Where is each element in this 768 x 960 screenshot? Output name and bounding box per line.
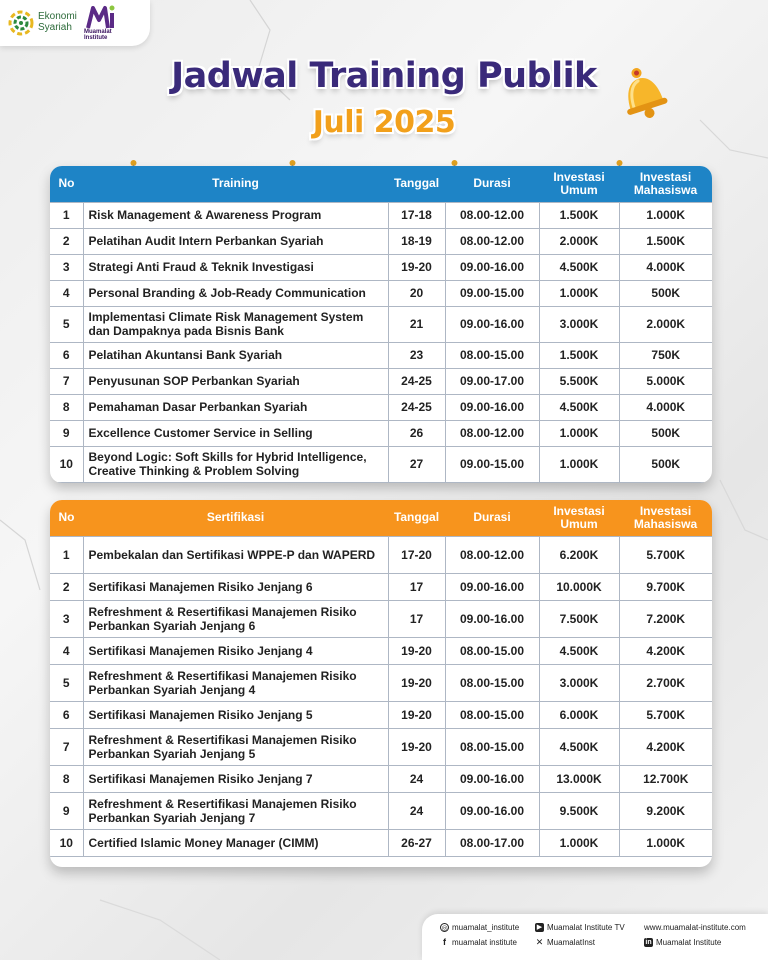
logo-right-line-2: Institute <box>84 35 108 41</box>
footer-facebook-text: muamalat institute <box>452 938 517 947</box>
cell-tanggal: 17 <box>388 573 445 600</box>
cell-tanggal: 20 <box>388 280 445 306</box>
header-text: Investasi <box>639 503 692 518</box>
header-text: Investasi <box>553 169 605 184</box>
cell-training: Pelatihan Akuntansi Bank Syariah <box>83 342 388 368</box>
cell-investasi-mahasiswa: 7.200K <box>619 600 712 637</box>
cell-no: 3 <box>50 600 83 637</box>
footer-instagram[interactable] <box>440 923 519 932</box>
cell-no: 2 <box>50 573 83 600</box>
cell-durasi: 09.00-16.00 <box>445 394 539 420</box>
cell-investasi-mahasiswa: 2.700K <box>619 664 712 701</box>
cell-durasi: 09.00-15.00 <box>445 446 539 482</box>
cell-sertifikasi: Certified Islamic Money Manager (CIMM) <box>83 829 388 856</box>
cell-sertifikasi: Refreshment & Resertifikasi Manajemen Risiko Perbankan Syariah Jenjang 7 <box>83 792 388 829</box>
cell-tanggal: 26-27 <box>388 829 445 856</box>
footer-linkedin-text: Muamalat Institute <box>656 938 722 947</box>
header-text: Mahasiswa <box>633 182 698 197</box>
header-text: Umum <box>560 516 598 531</box>
cell-investasi-mahasiswa: 1.500K <box>619 228 712 254</box>
cell-investasi-mahasiswa: 9.700K <box>619 573 712 600</box>
footer-instagram-text: muamalat_institute <box>452 923 520 932</box>
footer-youtube-text: Muamalat Institute TV <box>547 923 625 932</box>
cell-training: Pemahaman Dasar Perbankan Syariah <box>83 394 388 420</box>
table-row <box>50 792 712 829</box>
cell-durasi: 08.00-15.00 <box>445 701 539 728</box>
table-row <box>50 765 712 792</box>
cell-no: 6 <box>50 701 83 728</box>
ekonomi-syariah-logo-text <box>38 11 77 33</box>
cell-investasi-mahasiswa: 5.700K <box>619 701 712 728</box>
cell-investasi-mahasiswa: 500K <box>619 420 712 446</box>
cell-no: 6 <box>50 342 83 368</box>
cell-no: 10 <box>50 446 83 482</box>
table-row <box>50 342 712 368</box>
table-row <box>50 701 712 728</box>
cell-tanggal: 24 <box>388 792 445 829</box>
sertifikasi-table-card <box>50 500 712 867</box>
col-header-sertifikasi: Sertifikasi <box>83 500 388 536</box>
col-header-no: No <box>50 500 83 536</box>
logo-left-line-2: Syariah <box>38 22 72 33</box>
page-subtitle: Juli 2025 <box>312 105 456 140</box>
cell-training: Excellence Customer Service in Selling <box>83 420 388 446</box>
col-header-investasi-umum <box>539 500 619 536</box>
col-header-investasi-mahasiswa <box>619 166 712 202</box>
cell-durasi: 09.00-16.00 <box>445 254 539 280</box>
col-header-no: No <box>50 166 83 202</box>
cell-durasi: 09.00-16.00 <box>445 765 539 792</box>
cell-durasi: 08.00-12.00 <box>445 228 539 254</box>
table-row <box>50 573 712 600</box>
cell-durasi: 09.00-15.00 <box>445 280 539 306</box>
cell-investasi-mahasiswa: 750K <box>619 342 712 368</box>
cell-no: 4 <box>50 637 83 664</box>
cell-investasi-mahasiswa: 12.700K <box>619 765 712 792</box>
cell-tanggal: 19-20 <box>388 254 445 280</box>
col-header-investasi-umum <box>539 166 619 202</box>
table-row <box>50 637 712 664</box>
col-header-tanggal: Tanggal <box>388 166 445 202</box>
linkedin-icon: in <box>645 939 652 946</box>
cell-tanggal: 17 <box>388 600 445 637</box>
cell-training: Beyond Logic: Soft Skills for Hybrid Intelligence, Creative Thinking & Problem Solving <box>83 446 388 482</box>
cell-tanggal: 24 <box>388 765 445 792</box>
header-text: Investasi <box>639 169 692 184</box>
cell-investasi-umum: 4.500K <box>539 728 619 765</box>
cell-investasi-mahasiswa: 4.000K <box>619 254 712 280</box>
footer-youtube[interactable] <box>535 923 625 932</box>
cell-no: 2 <box>50 228 83 254</box>
col-header-investasi-mahasiswa <box>619 500 712 536</box>
cell-investasi-umum: 3.000K <box>539 664 619 701</box>
cell-durasi: 09.00-17.00 <box>445 368 539 394</box>
cell-durasi: 08.00-12.00 <box>445 536 539 573</box>
header-text: Umum <box>560 182 598 197</box>
cell-training: Personal Branding & Job-Ready Communication <box>83 280 388 306</box>
cell-durasi: 08.00-15.00 <box>445 728 539 765</box>
table-row <box>50 664 712 701</box>
cell-durasi: 08.00-12.00 <box>445 420 539 446</box>
cell-sertifikasi: Refreshment & Resertifikasi Manajemen Risiko Perbankan Syariah Jenjang 4 <box>83 664 388 701</box>
cell-sertifikasi: Refreshment & Resertifikasi Manajemen Risiko Perbankan Syariah Jenjang 5 <box>83 728 388 765</box>
cell-investasi-umum: 4.500K <box>539 254 619 280</box>
cell-sertifikasi: Sertifikasi Manajemen Risiko Jenjang 5 <box>83 701 388 728</box>
cell-investasi-umum: 4.500K <box>539 394 619 420</box>
cell-sertifikasi: Pembekalan dan Sertifikasi WPPE-P dan WAPERD <box>83 536 388 573</box>
cell-investasi-umum: 2.000K <box>539 228 619 254</box>
facebook-icon: f <box>443 937 446 947</box>
cell-tanggal: 18-19 <box>388 228 445 254</box>
header-text: Investasi <box>553 503 605 518</box>
cell-investasi-mahasiswa: 1.000K <box>619 202 712 228</box>
cell-investasi-umum: 6.200K <box>539 536 619 573</box>
cell-investasi-umum: 7.500K <box>539 600 619 637</box>
cell-investasi-mahasiswa: 9.200K <box>619 792 712 829</box>
cell-investasi-mahasiswa: 4.200K <box>619 728 712 765</box>
cell-investasi-mahasiswa: 4.000K <box>619 394 712 420</box>
cell-durasi: 08.00-12.00 <box>445 202 539 228</box>
table-header-row <box>50 500 712 536</box>
cell-no: 1 <box>50 202 83 228</box>
cell-tanggal: 21 <box>388 306 445 342</box>
cell-investasi-umum: 1.000K <box>539 446 619 482</box>
cell-durasi: 09.00-16.00 <box>445 600 539 637</box>
cell-no: 5 <box>50 306 83 342</box>
table-row <box>50 228 712 254</box>
cell-durasi: 09.00-16.00 <box>445 573 539 600</box>
col-header-tanggal: Tanggal <box>388 500 445 536</box>
muamalat-institute-logo-text <box>84 29 124 41</box>
cell-training: Pelatihan Audit Intern Perbankan Syariah <box>83 228 388 254</box>
cell-no: 9 <box>50 420 83 446</box>
cell-investasi-mahasiswa: 500K <box>619 280 712 306</box>
cell-training: Implementasi Climate Risk Management System dan Dampaknya pada Bisnis Bank <box>83 306 388 342</box>
table-row <box>50 368 712 394</box>
cell-tanggal: 19-20 <box>388 728 445 765</box>
table-row <box>50 446 712 482</box>
table-row <box>50 254 712 280</box>
cell-tanggal: 26 <box>388 420 445 446</box>
table-row <box>50 728 712 765</box>
instagram-icon: ◎ <box>441 925 448 932</box>
col-header-durasi: Durasi <box>445 166 539 202</box>
table-row <box>50 829 712 856</box>
cell-sertifikasi: Sertifikasi Manajemen Risiko Jenjang 7 <box>83 765 388 792</box>
cell-durasi: 08.00-15.00 <box>445 342 539 368</box>
cell-investasi-umum: 1.000K <box>539 280 619 306</box>
table-row <box>50 202 712 228</box>
logo-right-line-1: Muamalat <box>84 29 112 35</box>
cell-no: 8 <box>50 394 83 420</box>
footer-linkedin[interactable] <box>644 938 721 947</box>
cell-investasi-umum: 6.000K <box>539 701 619 728</box>
cell-investasi-mahasiswa: 5.000K <box>619 368 712 394</box>
x-icon: ✕ <box>535 937 544 947</box>
col-header-training: Training <box>83 166 388 202</box>
table-row <box>50 394 712 420</box>
cell-investasi-mahasiswa: 4.200K <box>619 637 712 664</box>
cell-no: 5 <box>50 664 83 701</box>
table-row <box>50 280 712 306</box>
footer-facebook[interactable] <box>440 938 517 947</box>
cell-investasi-umum: 5.500K <box>539 368 619 394</box>
cell-no: 7 <box>50 368 83 394</box>
cell-tanggal: 24-25 <box>388 394 445 420</box>
cell-tanggal: 17-18 <box>388 202 445 228</box>
cell-no: 10 <box>50 829 83 856</box>
cell-sertifikasi: Sertifikasi Manajemen Risiko Jenjang 4 <box>83 637 388 664</box>
col-header-durasi: Durasi <box>445 500 539 536</box>
muamalat-institute-logo-icon <box>86 4 116 30</box>
training-table-card <box>50 166 712 483</box>
table-row <box>50 420 712 446</box>
cell-no: 4 <box>50 280 83 306</box>
ekonomi-syariah-logo-icon <box>8 10 34 36</box>
footer-x-text: MuamalatInst <box>547 938 596 947</box>
cell-investasi-umum: 1.000K <box>539 829 619 856</box>
table-row <box>50 306 712 342</box>
bell-icon <box>612 62 674 124</box>
cell-durasi: 09.00-16.00 <box>445 792 539 829</box>
cell-investasi-umum: 1.500K <box>539 342 619 368</box>
logo-left-line-1: Ekonomi <box>38 11 77 22</box>
cell-durasi: 08.00-17.00 <box>445 829 539 856</box>
table-header-row <box>50 166 712 202</box>
cell-investasi-mahasiswa: 2.000K <box>619 306 712 342</box>
cell-no: 3 <box>50 254 83 280</box>
cell-tanggal: 17-20 <box>388 536 445 573</box>
cell-sertifikasi: Refreshment & Resertifikasi Manajemen Risiko Perbankan Syariah Jenjang 6 <box>83 600 388 637</box>
footer-contacts <box>422 914 768 960</box>
cell-investasi-umum: 9.500K <box>539 792 619 829</box>
cell-tanggal: 19-20 <box>388 637 445 664</box>
cell-investasi-mahasiswa: 500K <box>619 446 712 482</box>
cell-investasi-umum: 4.500K <box>539 637 619 664</box>
table-row <box>50 536 712 573</box>
cell-investasi-umum: 3.000K <box>539 306 619 342</box>
table-row <box>50 600 712 637</box>
footer-website[interactable] <box>644 923 746 932</box>
youtube-icon: ▶ <box>536 924 543 931</box>
cell-no: 9 <box>50 792 83 829</box>
cell-investasi-mahasiswa: 1.000K <box>619 829 712 856</box>
cell-investasi-umum: 13.000K <box>539 765 619 792</box>
cell-investasi-mahasiswa: 5.700K <box>619 536 712 573</box>
cell-training: Risk Management & Awareness Program <box>83 202 388 228</box>
cell-tanggal: 19-20 <box>388 664 445 701</box>
page-title: Jadwal Training Publik <box>171 56 597 96</box>
cell-investasi-umum: 1.500K <box>539 202 619 228</box>
cell-tanggal: 23 <box>388 342 445 368</box>
cell-training: Penyusunan SOP Perbankan Syariah <box>83 368 388 394</box>
cell-durasi: 09.00-16.00 <box>445 306 539 342</box>
header-text: Mahasiswa <box>633 516 698 531</box>
sertifikasi-table <box>50 500 712 857</box>
footer-website-text: www.muamalat-institute.com <box>644 923 746 932</box>
cell-sertifikasi: Sertifikasi Manajemen Risiko Jenjang 6 <box>83 573 388 600</box>
cell-durasi: 08.00-15.00 <box>445 664 539 701</box>
cell-investasi-umum: 10.000K <box>539 573 619 600</box>
footer-x[interactable] <box>535 938 595 947</box>
cell-investasi-umum: 1.000K <box>539 420 619 446</box>
cell-no: 7 <box>50 728 83 765</box>
header-logos <box>0 0 150 46</box>
cell-training: Strategi Anti Fraud & Teknik Investigasi <box>83 254 388 280</box>
cell-no: 1 <box>50 536 83 573</box>
training-table <box>50 166 712 483</box>
cell-tanggal: 19-20 <box>388 701 445 728</box>
cell-tanggal: 24-25 <box>388 368 445 394</box>
cell-durasi: 08.00-15.00 <box>445 637 539 664</box>
cell-no: 8 <box>50 765 83 792</box>
cell-tanggal: 27 <box>388 446 445 482</box>
